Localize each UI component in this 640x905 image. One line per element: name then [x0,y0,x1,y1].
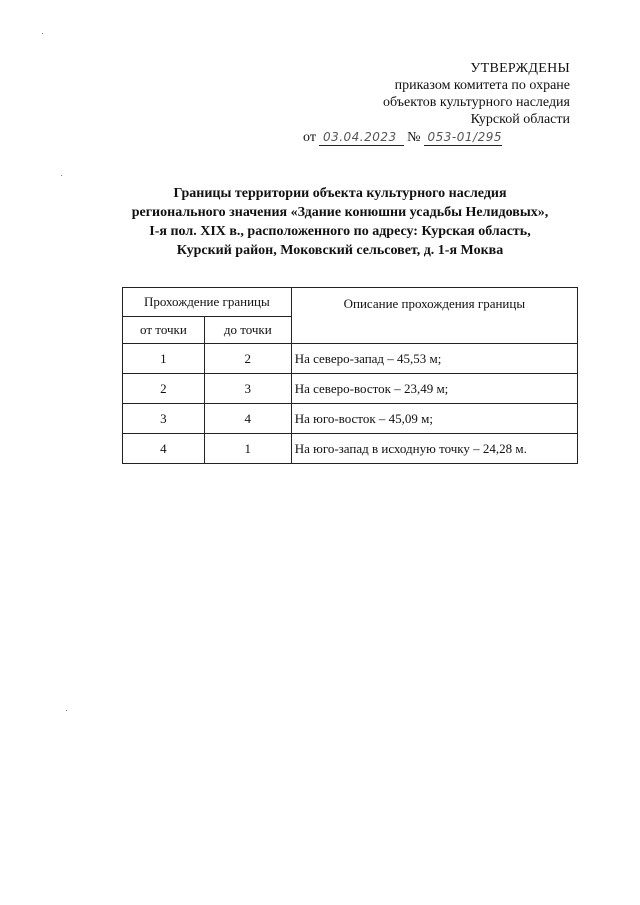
scan-speck [61,175,62,176]
number-label: № [407,130,421,145]
table-row [123,374,578,404]
cell-to: 2 [204,344,291,374]
header-to-point: до точки [204,317,291,344]
cell-to: 4 [204,404,291,434]
heading-line-2: регионального значения «Здание конюшни усадьбы Нелидовых», [131,205,549,220]
order-date: 03.04.2023 [322,130,397,144]
from-label: от [303,130,316,145]
order-number: 053-01/295 [427,130,502,144]
table-header-row [123,288,578,317]
cell-description: На юго-восток – 45,09 м; [291,404,577,434]
cell-description: На северо-восток – 23,49 м; [291,374,577,404]
heading-line-1: Границы территории объекта культурного наследия [173,186,507,201]
heading-line-4: Курский район, Моковский сельсовет, д. 1-я Моква [176,243,504,258]
scan-speck [66,710,67,711]
cell-from: 4 [123,434,205,464]
order-number-field [424,130,502,146]
header-boundary-path: Прохождение границы [123,288,292,317]
cell-description: На юго-запад в исходную точку – 24,28 м. [291,434,577,464]
approval-line-2: объектов культурного наследия [382,95,570,110]
scan-speck [42,33,43,34]
cell-description: На северо-запад – 45,53 м; [291,344,577,374]
header-description: Описание прохождения границы [291,288,577,344]
cell-from: 3 [123,404,205,434]
heading-line-3: I-я пол. XIX в., расположенного по адресу: Курская область, [149,224,531,239]
order-date-field [319,130,403,146]
table-row [123,344,578,374]
approval-line-3: Курской области [470,112,570,127]
approval-title: УТВЕРЖДЕНЫ [470,61,570,76]
table-row [123,434,578,464]
approval-line-1: приказом комитета по охране [394,78,570,93]
cell-to: 3 [204,374,291,404]
cell-to: 1 [204,434,291,464]
order-date-number-line [303,130,573,146]
cell-from: 1 [123,344,205,374]
approval-block [300,60,570,128]
header-from-point: от точки [123,317,205,344]
document-heading [100,184,580,260]
table-row [123,404,578,434]
boundary-table [122,287,578,464]
cell-from: 2 [123,374,205,404]
